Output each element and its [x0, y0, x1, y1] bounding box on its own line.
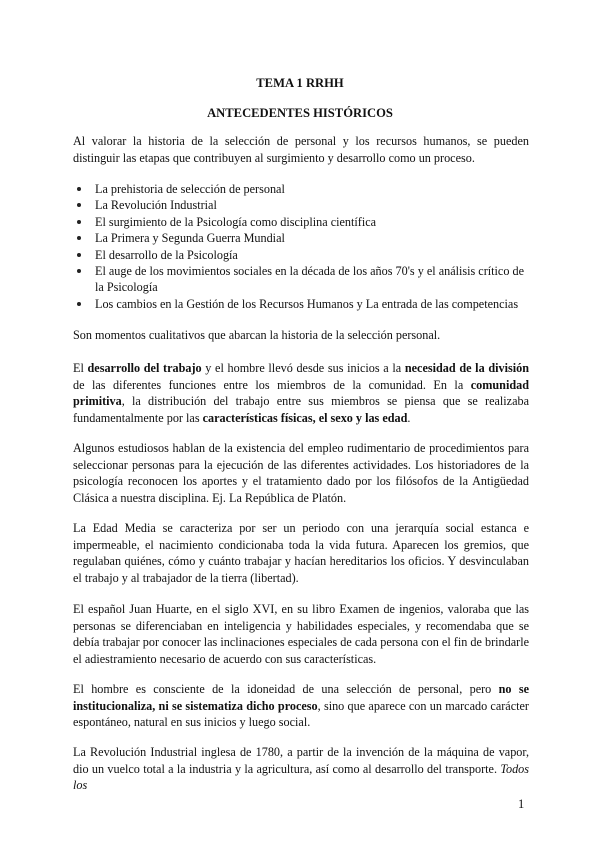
estudiosos-paragraph: Algunos estudiosos hablan de la existencia del empleo rudimentario de procedimientos para seleccionar personas para la ejecución de las diferentes actividades. Los historiadores de la psicología reconocen los aportes y el tratamiento dado por los filósofos de la Antigüedad Clásica a nuestra disciplina. Ej. La República de Platón. — [73, 441, 529, 505]
bullet-icon — [77, 302, 81, 306]
list-item-text: El auge de los movimientos sociales en la década de los años 70's y el análisis crítico de la Psicología — [95, 264, 524, 295]
text-run: . — [407, 410, 411, 425]
trabajo-paragraph — [73, 360, 529, 426]
bold-text: necesidad de la división — [404, 361, 529, 375]
list-item — [73, 263, 529, 296]
text-run: , sino que aparece con un marcado carácter espontáneo, natural en sus inicios y luego social. — [73, 698, 529, 729]
text-run: El hombre es consciente de la idoneidad de una selección de personal, pero — [73, 682, 499, 696]
document-subtitle: ANTECEDENTES HISTÓRICOS — [207, 106, 393, 120]
bold-text: no se institucionaliza, ni se sistematiza dicho proceso — [73, 682, 529, 713]
summary-paragraph: Son momentos cualitativos que abarcan la historia de la selección personal. — [73, 328, 441, 342]
page-number: 1 — [518, 797, 525, 811]
text-run: , la distribución del trabajo entre sus miembros se piensa que se realizaba fundamentalmente por las — [73, 394, 529, 425]
bold-text: desarrollo del trabajo — [87, 361, 202, 375]
bold-text: comunidad primitiva — [73, 377, 529, 408]
list-item — [73, 247, 529, 263]
list-item-text: La prehistoria de selección de personal — [95, 182, 285, 196]
text-run: de las diferentes funciones entre los miembros de la comunidad. En la — [73, 377, 471, 392]
list-item — [73, 296, 529, 312]
revolucion-paragraph — [73, 744, 529, 794]
edad-media-paragraph: La Edad Media se caracteriza por ser un periodo con una jerarquía social estanca e impermeable, el nacimiento condicionaba toda la vida futura. Aparecen los gremios, que regulaban quiénes, cómo y cuánto trabajar y hacían hereditarios los oficios. Y desvinculaban el trabajo y al trabajador de la tierra (libertad). — [73, 521, 529, 585]
text-run: La Revolución Industrial inglesa de 1780, a partir de la invención de la máquina de vapor, dio un vuelco total a la industria y la agricultura, así como al desarrollo del transporte. — [73, 745, 529, 776]
bold-text: características físicas, el sexo y las edad — [202, 410, 408, 425]
bullet-icon — [77, 203, 81, 207]
idoneidad-paragraph — [73, 681, 529, 731]
text-run: El — [73, 361, 88, 375]
bullet-icon — [77, 236, 81, 240]
italic-text: Todos los — [73, 761, 529, 792]
list-item — [73, 181, 529, 197]
list-item-text: El desarrollo de la Psicología — [95, 247, 238, 262]
list-item-text: Los cambios en la Gestión de los Recursos Humanos y La entrada de las competencias — [95, 296, 519, 311]
list-item-text: La Primera y Segunda Guerra Mundial — [95, 231, 285, 246]
huarte-paragraph: El español Juan Huarte, en el siglo XVI, en su libro Examen de ingenios, valoraba que las personas se diferenciaban en inteligencia y habilidades especiales, y recomendaba que se debía trabajar por conocer las inclinaciones especiales de cada persona con el fin de brindarle el adiestramiento necesario de acuerdo con sus características. — [73, 602, 529, 666]
document-title: TEMA 1 RRHH — [256, 76, 344, 90]
bullet-icon — [77, 269, 81, 273]
list-item-text: La Revolución Industrial — [95, 198, 217, 213]
bullet-icon — [77, 220, 81, 224]
intro-paragraph: Al valorar la historia de la selección de personal y los recursos humanos, se pueden distinguir las etapas que contribuyen al surgimiento y desarrollo como un proceso. — [73, 134, 529, 165]
list-item — [73, 230, 529, 246]
list-item-text: El surgimiento de la Psicología como disciplina científica — [95, 214, 377, 229]
text-run: y el hombre llevó desde sus inicios a la — [201, 361, 405, 375]
list-item — [73, 214, 529, 230]
stages-list — [73, 181, 529, 312]
bullet-icon — [77, 253, 81, 257]
bullet-icon — [77, 187, 81, 191]
list-item — [73, 197, 529, 213]
